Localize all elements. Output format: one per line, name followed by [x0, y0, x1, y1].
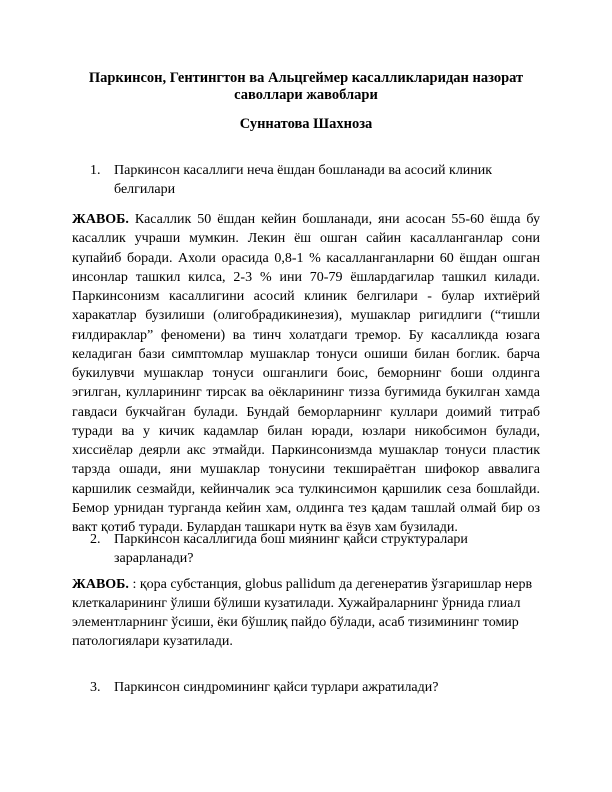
answer-label: ЖАВОБ. [72, 212, 129, 227]
answer-2 [72, 575, 540, 651]
question-text: Паркинсон касаллигида бош миянинг қайси структуралари зарарланади? [114, 532, 468, 566]
question-1 [90, 161, 520, 199]
question-2 [90, 530, 520, 568]
question-number: 2. [90, 532, 101, 547]
author-name: Суннатова Шахноза [239, 116, 373, 132]
question-number: 3. [90, 680, 101, 695]
document-title: Паркинсон, Гентингтон ва Альцгеймер касалликларидан назорат саволлари жавоблари [88, 70, 524, 103]
answer-label: ЖАВОБ. [72, 577, 129, 592]
question-number: 1. [90, 163, 101, 178]
question-text: Паркинсон синдромининг қайси турлари ажратилади? [114, 680, 439, 695]
answer-text: Касаллик 50 ёшдан кейин бошланади, яни асосан 55-60 ёшда бу касаллик учраши мумкин. Лекин ёш ошган сайин касалланганлар сони купайиб боради. Ахоли орасида 0,8-1 % касалланганларни 60 ёшдан ошган инсонлар ташкил килса, 2-3 % ини 70-79 ёшлардагилар ташкил килади. Паркинсонизм касаллигини асосий клиник белгилари - булар ихтиёрий харакатлар бузилиши (олигобрадикинезия), мушаклар ригидлиги (“тишли ғилдираклар” феномени) ва тинч холатдаги тремор. Бу касалликда юзага келадиган бази симптомлар мушаклар тонуси ошиши билан боглик. барча букилувчи мушаклар тонуси ошганлиги боис, беморнинг боши олдинга эгилган, кулларининг тирсак ва оёкларининг тизза бугимида букилган хамда гавдаси букчайган булади. Бундай беморларнинг куллари доимий титраб туради ва у кичик кадамлар билан юради, юзлари никобсимон булади, хиссиёлар деярли акс этмайди. Паркинсонизмда мушаклар тонуси пластик тарзда ошади, яни мушаклар тонусини текшираётган шифокор аввалига каршилик сезмайди, кейинчалик эса тулкинсимон қаршилик сеза бошлайди. Бемор урнидан турганда кейин хам, олдинга тез қадам ташлай олмай бир оз вакт қотиб туради. Булардан ташкари нутк ва ёзув хам бузилади. [72, 212, 540, 535]
question-text: Паркинсон касаллиги неча ёшдан бошланади ва асосий клиник белгилари [114, 163, 493, 197]
answer-text: : қора субстанция, globus pallidum да дегенератив ўзгаришлар нерв клеткаларининг ўлиши бўлиши кузатилади. Хужайраларнинг ўрнида глиал элементларнинг ўсиши, ёки бўшлиқ пайдо бўлади, асаб тизимининг томир патологиялари кузатилади. [72, 577, 533, 649]
question-3 [90, 678, 520, 697]
answer-1 [72, 210, 540, 537]
